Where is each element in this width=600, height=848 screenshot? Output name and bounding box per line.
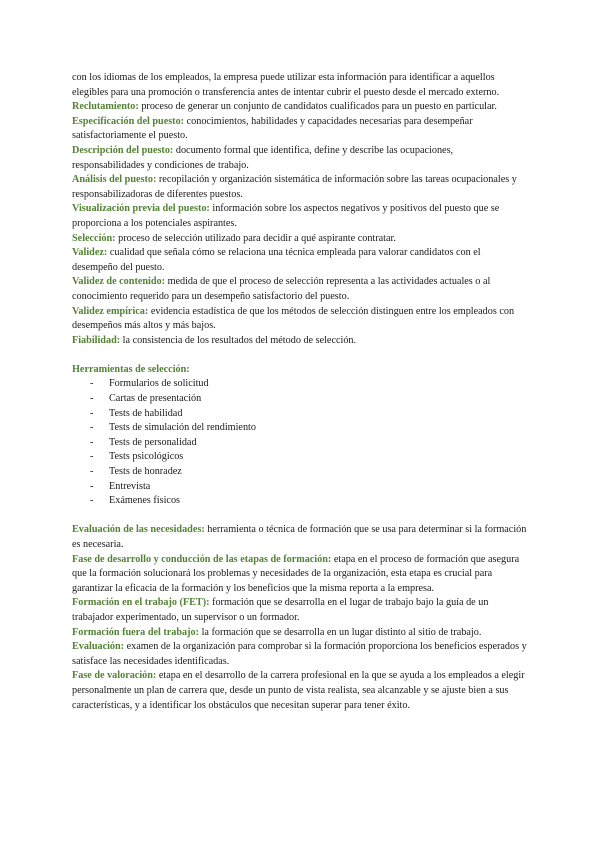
definition-on-the-job-training [72,596,527,625]
dash-bullet: - [90,393,94,405]
definition-training-development-phase [72,553,527,597]
definition-text: información sobre los aspectos negativos y positivos del puesto que se proporciona a los potenciales aspirantes. [72,203,500,229]
definition-term: Reclutamiento: [72,101,139,113]
definition-term: Evaluación: [72,641,125,653]
definition-term: Selección: [72,232,116,244]
list-item-text: Tests de simulación del rendimiento [109,422,256,434]
definition-job-preview [72,202,527,231]
list-item [72,480,527,495]
list-item-text: Exámenes físicos [109,495,181,507]
list-item [72,450,527,465]
dash-bullet: - [90,466,94,478]
definition-text: la consistencia de los resultados del método de selección. [120,334,357,346]
definition-selection [72,232,527,247]
definition-term: Evaluación de las necesidades: [72,524,205,536]
definition-text: formación que se desarrolla en el lugar de trabajo bajo la guía de un trabajador experimentado, un supervisor o un formador. [72,597,489,623]
intro-paragraph: con los idiomas de los empleados, la empresa puede utilizar esta información para identificar a aquellos elegibles para una promoción o transferencia antes de intentar cubrir el puesto desde el mercado externo. [72,72,500,98]
section-spacer [72,509,527,524]
definition-text: medida de que el proceso de selección representa a las actividades actuales o al conocimiento requerido para un desempeño satisfactorio del puesto. [72,276,491,302]
definition-text: evidencia estadística de que los métodos de selección distinguen entre los empleados con desempeños más altos y más bajos. [72,305,515,332]
dash-bullet: - [90,436,94,448]
definition-text: proceso de selección utilizado para decidir a qué aspirante contratar. [115,232,396,244]
definition-assessment-phase [72,669,527,713]
list-item-text: Tests de honradez [109,466,182,478]
dash-bullet: - [90,451,94,463]
definition-job-description [72,144,527,173]
list-item [72,494,527,509]
definition-term: Especificación del puesto: [72,115,185,127]
list-item [72,407,527,422]
definition-text: etapa en el proceso de formación que asegura que la formación solucionará los problemas y necesidades de la organización, esta etapa es crucial para garantizar la eficacia de la formación y los beneficios que la misma reporta a la empresa. [72,553,520,594]
definition-off-the-job-training [72,626,527,641]
list-item-text: Entrevista [109,480,151,492]
list-item-text: Tests psicológicos [109,451,184,463]
definition-validity [72,246,527,275]
definition-job-analysis [72,173,527,202]
definition-recruitment [72,100,527,115]
list-item [72,377,527,392]
definition-term: Análisis del puesto: [72,174,157,186]
definition-text: documento formal que identifica, define y describe las ocupaciones, responsabilidades y condiciones de trabajo. [72,144,454,171]
definition-term: Fase de desarrollo y conducción de las etapas de formación: [72,553,332,565]
definition-reliability [72,334,527,349]
definition-text: herramienta o técnica de formación que se usa para determinar si la formación es necesaria. [72,524,527,550]
definition-term: Validez de contenido: [72,276,166,288]
dash-bullet: - [90,480,94,492]
list-item [72,392,527,407]
definition-term: Fase de valoración: [72,670,157,682]
definitions-block-1 [72,100,527,348]
definition-term: Descripción del puesto: [72,144,174,156]
list-item-text: Formularios de solicitud [109,378,209,390]
dash-bullet: - [90,378,94,390]
dash-bullet: - [90,407,94,419]
definition-text: cualidad que señala cómo se relaciona una técnica empleada para valorar candidatos con el desempeño del puesto. [72,247,481,273]
definition-term: Validez empírica: [72,305,149,317]
definition-text: conocimientos, habilidades y capacidades necesarias para desempeñar satisfactoriamente el puesto. [72,115,473,142]
definition-text: examen de la organización para comprobar si la formación proporciona los beneficios esperados y satisface las necesidades identificadas. [72,641,527,667]
definition-content-validity [72,275,527,304]
definition-text: proceso de generar un conjunto de candidatos cualificados para un puesto en particular. [138,101,497,113]
definition-term: Visualización previa del puesto: [72,203,210,215]
definition-text: la formación que se desarrolla en un lugar distinto al sitio de trabajo. [199,626,482,638]
definition-needs-assessment [72,523,527,552]
list-item [72,465,527,480]
definition-empirical-validity [72,305,527,334]
definition-term: Validez: [72,247,108,259]
document-page [72,71,527,713]
list-item [72,421,527,436]
definition-text: etapa en el desarrollo de la carrera profesional en la que se ayuda a los empleados a elegir personalmente un plan de carrera que, desde un punto de vista realista, sea alcanzable y se ajuste bien a sus características, y a identificar los obstáculos que necesitan superar para tener éxito. [72,670,525,711]
definition-text: recopilación y organización sistemática de información sobre las tareas ocupacionales y responsabilizadoras de diferentes puestos. [72,174,517,200]
definitions-block-2 [72,523,527,713]
list-item [72,436,527,451]
list-item-text: Tests de personalidad [109,436,197,448]
definition-term: Formación en el trabajo (FET): [72,597,210,609]
definition-job-specification [72,115,527,144]
dash-bullet: - [90,495,94,507]
list-item-text: Cartas de presentación [109,393,202,405]
selection-tools-heading: Herramientas de selección: [72,363,190,375]
definition-term: Formación fuera del trabajo: [72,626,200,638]
selection-tools-list [72,377,527,508]
dash-bullet: - [90,422,94,434]
definition-term: Fiabilidad: [72,334,121,346]
list-item-text: Tests de habilidad [109,407,183,419]
definition-evaluation [72,640,527,669]
